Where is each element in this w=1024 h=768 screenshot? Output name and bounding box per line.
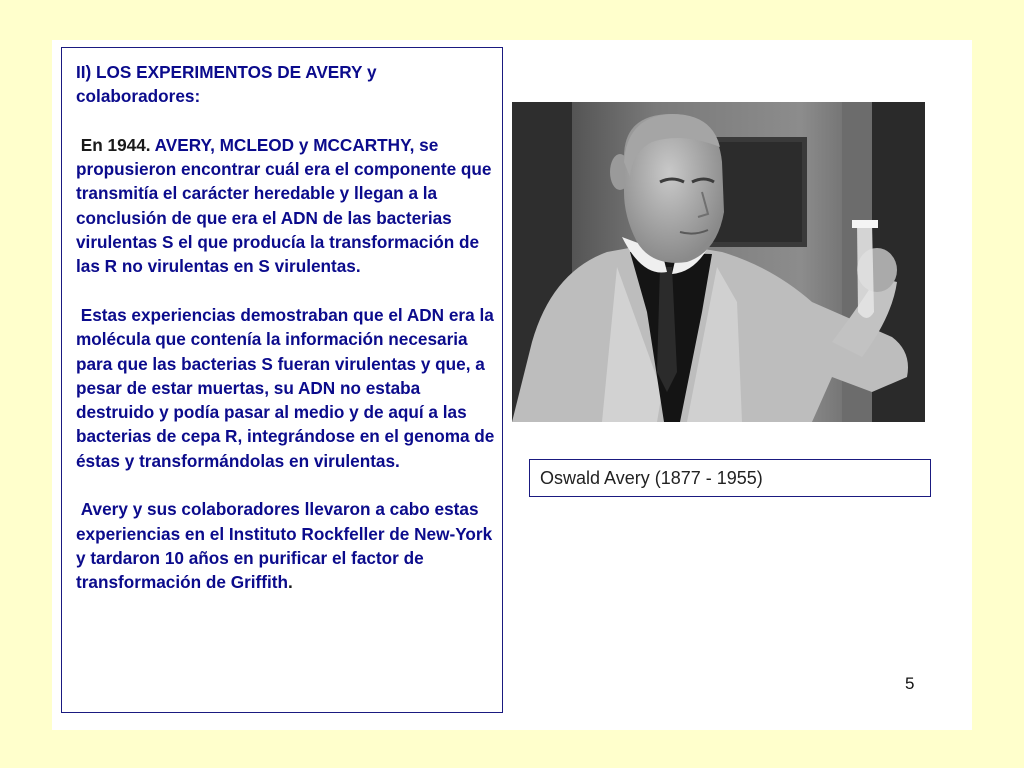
paragraph-1-lead: En 1944. bbox=[80, 134, 151, 155]
paragraph-2 bbox=[76, 303, 498, 473]
paragraph-1 bbox=[76, 133, 498, 279]
paragraph-3 bbox=[76, 497, 498, 594]
paragraph-3-text: Avery y sus colaboradores llevaron a cabo estas experiencias en el Instituto Rockfeller de New-York y tardaron 10 años en purificar el factor de transformación de Griffith bbox=[76, 499, 493, 593]
slide-heading: II) LOS EXPERIMENTOS DE AVERY y colaboradores: bbox=[76, 62, 377, 107]
portrait-photo bbox=[512, 102, 925, 422]
paragraph-1-text: AVERY, MCLEOD y MCCARTHY, se propusieron encontrar cuál era el componente que transmitía el carácter heredable y llegan a la conclusión de que era el ADN de las bacterias virulentas S el que producía la transformación de las R no virulentas en S virulentas. bbox=[76, 134, 492, 277]
portrait-photo-illustration bbox=[512, 102, 925, 422]
page-number: 5 bbox=[905, 674, 915, 693]
paragraph-2-text: Estas experiencias demostraban que el ADN era la molécula que contenía la información necesaria para que las bacterias S fueran virulentas y que, a pesar de estar muertas, su ADN no estaba destruido y podía pasar al medio y de aquí a las bacterias de cepa R, integrándose en el genoma de éstas y transformándolas en virulentas. bbox=[76, 304, 495, 471]
slide bbox=[52, 40, 972, 730]
photo-caption: Oswald Avery (1877 - 1955) bbox=[529, 459, 931, 497]
paragraph-3-end: . bbox=[288, 572, 293, 593]
text-box bbox=[61, 47, 503, 713]
